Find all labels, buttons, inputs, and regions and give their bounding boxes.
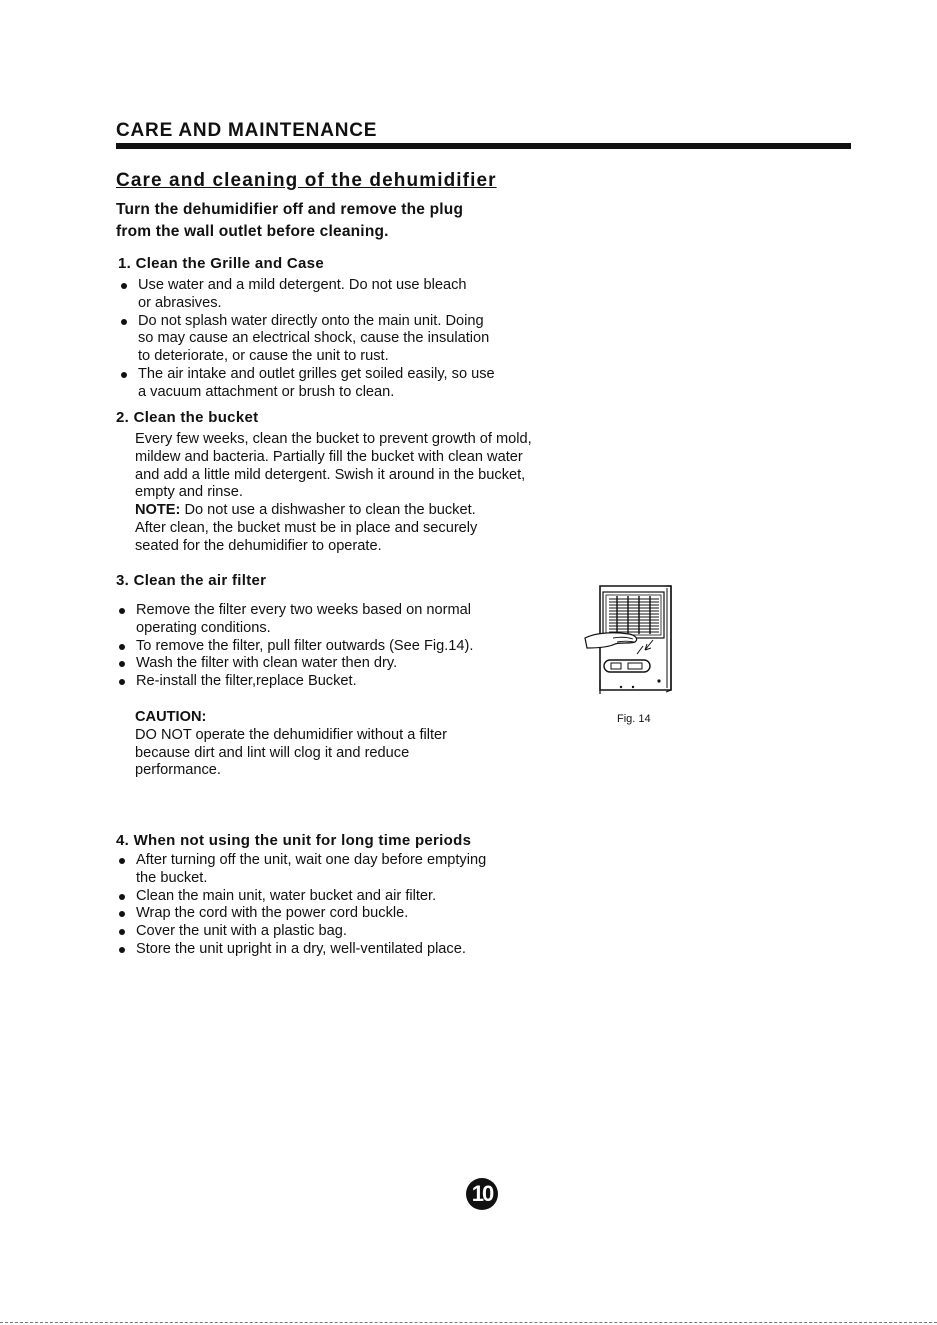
list-item: Cover the unit with a plastic bag. — [116, 923, 486, 941]
caution-label: CAUTION: — [135, 709, 207, 725]
filter-bullet-list — [116, 602, 473, 691]
note-label: NOTE: — [135, 502, 181, 519]
list-item: Wrap the cord with the power cord buckle. — [116, 905, 486, 923]
list-item: Use water and a mild detergent. Do not use bleach or abrasives. — [118, 277, 495, 313]
bucket-instructions: Every few weeks, clean the bucket to prevent growth of mold, mildew and bacteria. Partially fill the bucket with clean water and add a little mild detergent. Swish it around in the bucket, empty and rinse. NOTE: Do not use a dishwasher to clean the bucket. After clean, the bucket must be in place and securely seated for the dehumidifier to operate. — [135, 431, 532, 554]
page-bottom-divider — [0, 1322, 937, 1323]
storage-bullet-list — [116, 852, 486, 959]
list-item: Re-install the filter,replace Bucket. — [116, 673, 473, 691]
list-item: The air intake and outlet grilles get soiled easily, so use a vacuum attachment or brush to clean. — [118, 366, 495, 402]
safety-warning — [116, 199, 463, 243]
list-item: Clean the main unit, water bucket and air filter. — [116, 888, 486, 906]
header-rule — [116, 143, 851, 149]
bucket-note: NOTE: Do not use a dishwasher to clean the bucket. — [135, 502, 476, 519]
list-item: After turning off the unit, wait one day before emptying the bucket. — [116, 852, 486, 888]
page-subtitle: Care and cleaning of the dehumidifier — [116, 170, 497, 191]
list-item: Do not splash water directly onto the main unit. Doing so may cause an electrical shock, cause the insulation to deteriorate, or cause the unit to rust. — [118, 313, 495, 366]
list-item: To remove the filter, pull filter outwards (See Fig.14). — [116, 638, 473, 656]
heading-clean-bucket: 2. Clean the bucket — [116, 409, 259, 426]
page-number: 10 — [466, 1178, 498, 1210]
warning-line: from the wall outlet before cleaning. — [116, 223, 389, 240]
dehumidifier-filter-illustration — [583, 580, 678, 698]
list-item: Wash the filter with clean water then dry. — [116, 655, 473, 673]
heading-long-term-storage: 4. When not using the unit for long time periods — [116, 832, 472, 849]
list-item: Remove the filter every two weeks based on normal operating conditions. — [116, 602, 473, 638]
section-title: CARE AND MAINTENANCE — [116, 120, 378, 141]
list-item: Store the unit upright in a dry, well-ventilated place. — [116, 941, 486, 959]
caution-block: CAUTION: DO NOT operate the dehumidifier without a filter because dirt and lint will clog it and reduce performance. — [135, 709, 448, 779]
figure-caption: Fig. 14 — [617, 713, 651, 725]
warning-line: Turn the dehumidifier off and remove the plug — [116, 201, 464, 218]
heading-clean-filter: 3. Clean the air filter — [116, 572, 267, 589]
heading-clean-grille: 1. Clean the Grille and Case — [118, 255, 324, 272]
grille-bullet-list — [118, 277, 495, 402]
